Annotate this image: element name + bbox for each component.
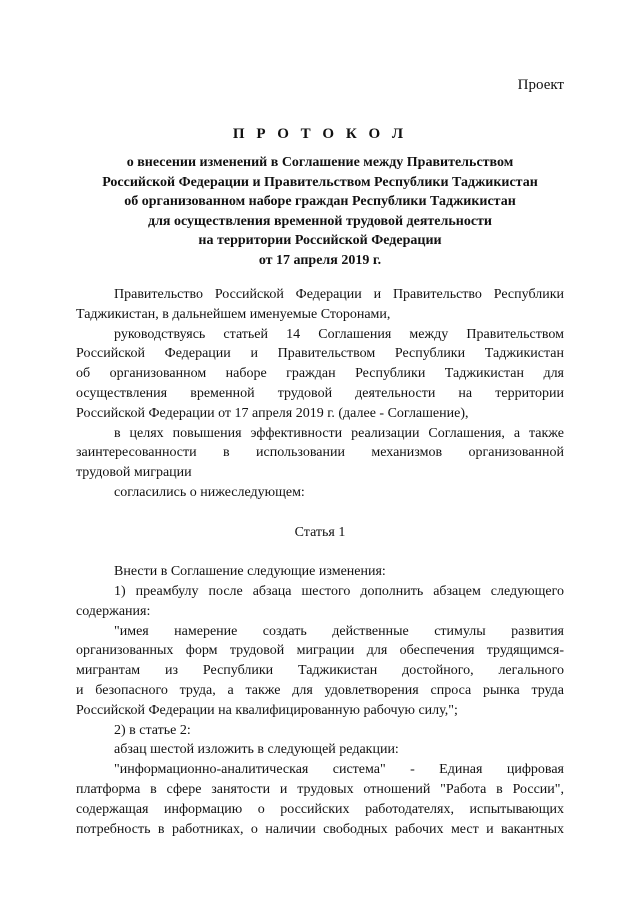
agreed-line: согласились о нижеследующем: xyxy=(114,484,305,500)
text-line: содержащая информацию о российских работодателях, испытывающих xyxy=(76,801,564,817)
amendment-item-2-intro: абзац шестой изложить в следующей редакции: xyxy=(114,742,399,758)
text-line: потребность в работниках, о наличии свободных рабочих мест и вакантных xyxy=(76,821,564,837)
text-line: мигрантам из Республики Таджикистан достойного, легального xyxy=(76,663,564,679)
definition-paragraph xyxy=(76,760,564,839)
text-line: об организованном наборе граждан Республики Таджикистан для xyxy=(76,366,564,382)
subtitle-line: о внесении изменений в Соглашение между Правительством xyxy=(126,155,514,170)
text-line: Таджикистан, в дальнейшем именуемые Сторонами, xyxy=(76,306,391,322)
text-line: "имея намерение создать действенные стимулы развития xyxy=(114,623,564,639)
preamble-guided-paragraph xyxy=(76,325,564,424)
quoted-paragraph xyxy=(76,622,564,721)
preamble-parties-paragraph xyxy=(76,285,564,325)
text-line: платформа в сфере занятости и трудовых отношений "Работа в России", xyxy=(76,781,564,797)
amendment-item-2: 2) в статье 2: xyxy=(114,722,191,738)
text-line: руководствуясь статьей 14 Соглашения между Правительством xyxy=(114,326,564,342)
document-body xyxy=(76,285,564,839)
text-line: Российской Федерации и Правительством Республики Таджикистан xyxy=(76,346,564,362)
text-line: организованных форм трудовой миграции для обеспечения трудящимся- xyxy=(76,643,564,659)
text-line: в целях повышения эффективности реализации Соглашения, а также xyxy=(114,425,564,441)
text-line: Правительство Российской Федерации и Правительство Республики xyxy=(114,287,564,302)
amendment-item-1 xyxy=(76,582,564,622)
text-line: содержания: xyxy=(76,603,151,619)
subtitle-line: об организованном наборе граждан Республики Таджикистан xyxy=(124,194,516,209)
text-line: трудовой миграции xyxy=(76,465,192,481)
text-line: "информационно-аналитическая система" - Единая цифровая xyxy=(114,762,564,778)
spacer xyxy=(76,542,564,562)
draft-mark: Проект xyxy=(517,77,564,93)
preamble-purpose-paragraph xyxy=(76,424,564,483)
text-line: Российской Федерации от 17 апреля 2019 г. (далее - Соглашение), xyxy=(76,405,469,421)
article-heading: Статья 1 xyxy=(294,524,346,540)
text-line: заинтересованности в использовании механизмов организованной xyxy=(76,445,564,461)
document-title: П Р О Т О К О Л xyxy=(232,126,408,142)
title-block xyxy=(76,125,564,270)
subtitle-line: от 17 апреля 2019 г. xyxy=(258,252,382,268)
subtitle-line: для осуществления временной трудовой деятельности xyxy=(148,213,492,229)
text-line: и безопасного труда, а также для удовлетворения спроса рынка труда xyxy=(76,682,564,698)
text-line: Российской Федерации на квалифицированную рабочую силу,"; xyxy=(76,702,458,718)
subtitle-line: на территории Российской Федерации xyxy=(198,233,442,248)
article-intro: Внести в Соглашение следующие изменения: xyxy=(114,564,386,580)
text-line: осуществления временной трудовой деятельности на территории xyxy=(76,385,564,401)
text-line: 1) преамбулу после абзаца шестого дополнить абзацем следующего xyxy=(114,583,564,599)
subtitle-line: Российской Федерации и Правительством Республики Таджикистан xyxy=(102,174,538,190)
spacer xyxy=(76,503,564,523)
